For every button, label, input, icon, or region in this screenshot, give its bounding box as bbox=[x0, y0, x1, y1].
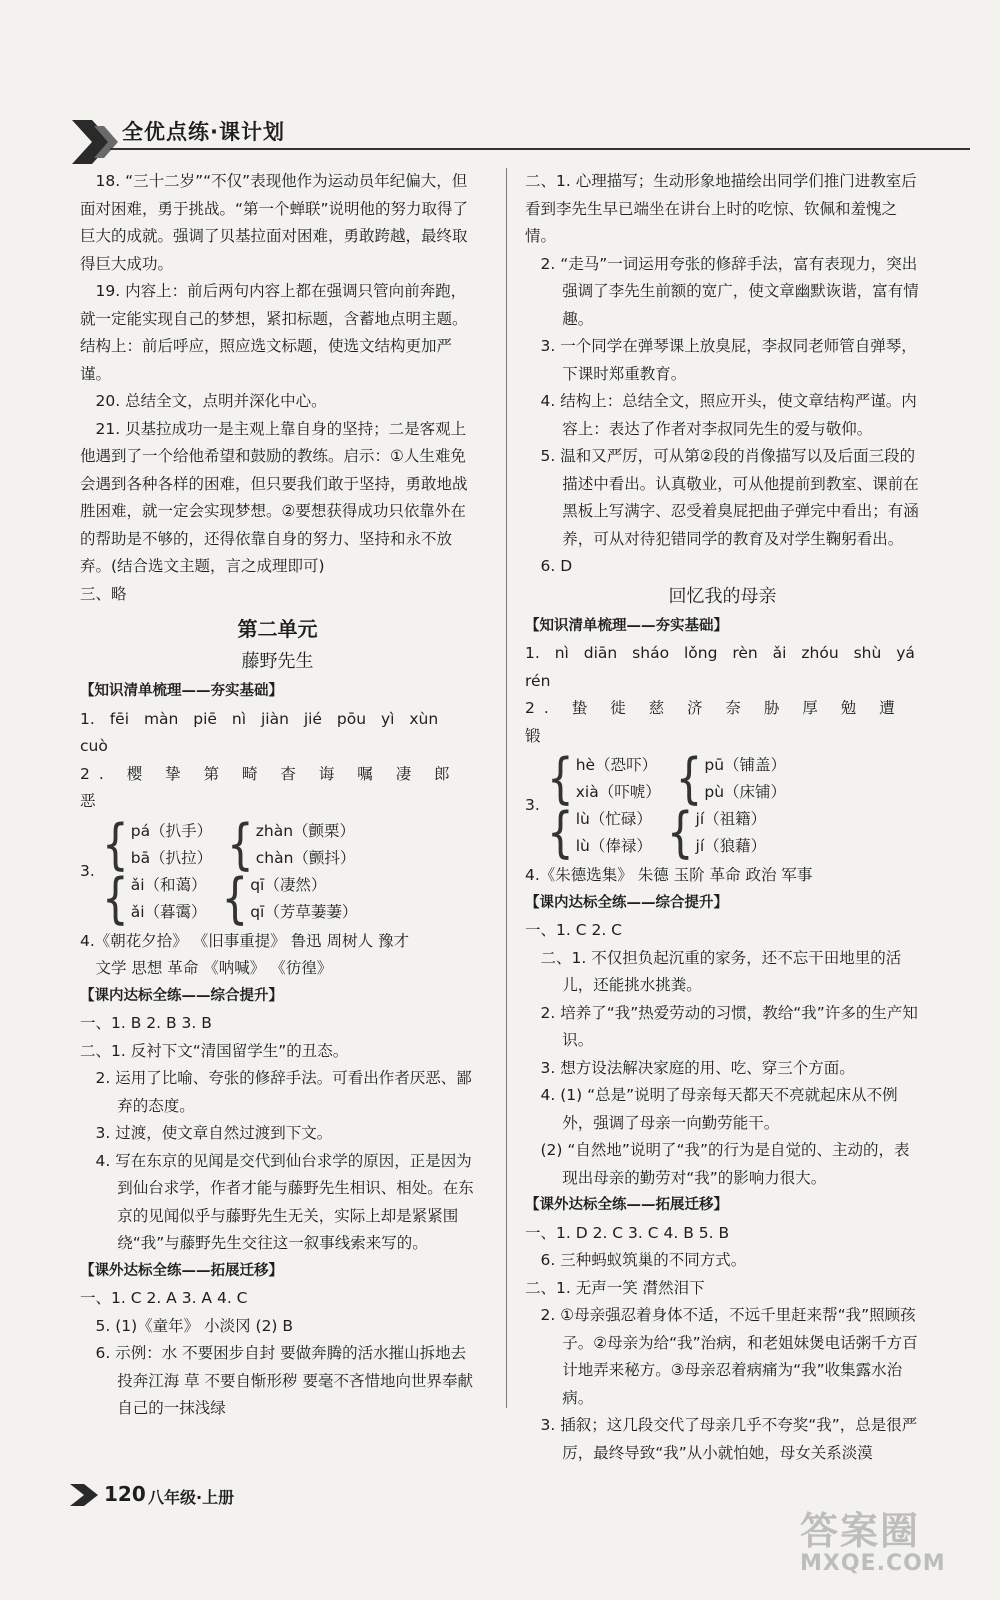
answer-2-3: 3. 想方设法解决家庭的用、吃、穿三个方面。 bbox=[540, 1058, 855, 1077]
brace-pair: { pū（铺盖） pù（床铺） bbox=[675, 746, 787, 811]
character-answers: 2. 樱 挚 第 畸 杳 诲 嘱 凄 郎 恶 bbox=[80, 764, 459, 810]
pinyin-entry: pū（铺盖） bbox=[704, 756, 787, 774]
polyphone-group bbox=[525, 746, 920, 865]
pinyin-answers: 1. fēi màn piē nì jiàn jié pōu yì xùn cuò bbox=[80, 709, 439, 755]
lesson-title: 藤野先生 bbox=[241, 651, 314, 672]
section-heading: 【课内达标全练——综合提升】 bbox=[80, 987, 283, 1004]
answer-6: 6. 示例：水 不要困步自封 要做奔腾的活水摧山拆地去投奔江海 草 不要自惭形秽 要毫不吝惜地向世界奉献自己的一抹浅绿 bbox=[95, 1344, 473, 1417]
header-rule bbox=[110, 148, 970, 150]
brace-pair: { lù（忙碌） lù（俸禄） bbox=[547, 800, 652, 865]
answer-w2-1: 二、1. 无声一笑 潸然泪下 bbox=[525, 1278, 705, 1297]
answer-2-3: 3. 过渡，使文章自然过渡到下文。 bbox=[95, 1124, 333, 1142]
brand-logo-icon bbox=[70, 112, 130, 172]
answer-k4: 4.《朱德选集》 朱德 玉阶 革命 政治 军事 bbox=[525, 866, 813, 884]
answer-w2-3: 3. 插叙；这几段交代了母亲几乎不夸奖“我”，总是很严厉，最终导致“我”从小就怕她，母女关系淡漠 bbox=[540, 1416, 918, 1462]
pinyin-entry: ǎi（和蔼） bbox=[130, 875, 207, 894]
section-three: 三、略 bbox=[80, 584, 127, 603]
page-footer bbox=[70, 1480, 470, 1520]
left-column bbox=[80, 168, 475, 1423]
pinyin-entry: ǎi（暮霭） bbox=[130, 902, 207, 921]
brace-pair: { jí（祖籍） jí（狼藉） bbox=[666, 800, 767, 865]
pinyin-entry: pá（扒手） bbox=[130, 821, 213, 840]
answer-2-2: 2. 运用了比喻、夸张的修辞手法。可看出作者厌恶、鄙弃的态度。 bbox=[95, 1069, 472, 1115]
brace-pair: { qī（凄然） qī（芳草萋萋） bbox=[221, 866, 358, 930]
watermark bbox=[800, 1500, 980, 1590]
brace-pair: { zhàn（颤栗） chàn（颤抖） bbox=[227, 812, 356, 876]
section-heading: 【知识清单梳理——夯实基础】 bbox=[80, 683, 283, 699]
watermark-url: MXQE.COM bbox=[800, 1551, 946, 1576]
section-heading: 【课外达标全练——拓展迁移】 bbox=[80, 1262, 283, 1279]
answer-21: 21. 贝基拉成功一是主观上靠自身的坚持；二是客观上他遇到了一个给他希望和鼓励的教练。启示：①人生难免会遇到各种各样的困难，但只要我们敢于坚持，勇敢地战胜困难，就一定会实现梦想。②要想获得成功只依靠外在的帮助是不够的，还得依靠自身的努力、坚持和永不放弃。(结合选文主题，言之成理即可) bbox=[80, 419, 468, 575]
pinyin-answers: 1. nì diān sháo lǒng rèn ǎi zhóu shù yá rén bbox=[525, 644, 915, 690]
pinyin-entry: qī（凄然） bbox=[250, 875, 327, 894]
page-number: 120 bbox=[104, 1482, 146, 1506]
answer-2-1: 二、1. 不仅担负起沉重的家务，还不忘干田地里的活儿，还能挑水挑粪。 bbox=[540, 948, 902, 994]
choice-answers: 一、1. C 2. A 3. A 4. C bbox=[80, 1289, 248, 1307]
item-number: 3. bbox=[80, 861, 95, 880]
polyphone-group bbox=[80, 812, 475, 930]
answer-r3: 3. 一个同学在弹琴课上放臭屁，李叔同老师管自弹琴，下课时郑重教育。 bbox=[540, 337, 917, 383]
pinyin-entry: jí（狼藉） bbox=[695, 837, 767, 855]
answer-2-4: 4. (1) “总是”说明了母亲每天都天不亮就起床从不例外，强调了母亲一向勤劳能干。 bbox=[540, 1086, 898, 1132]
pinyin-entry: zhàn（颤栗） bbox=[255, 821, 356, 840]
lesson-title: 回忆我的母亲 bbox=[668, 585, 777, 607]
answer-r2: 2. “走马”一词运用夸张的修辞手法，富有表现力，突出强调了李先生前额的宽广，使文章幽默诙谐，富有情趣。 bbox=[540, 254, 919, 328]
answer-k4-cont: 文学 思想 革命 《呐喊》 《彷徨》 bbox=[95, 959, 333, 977]
answer-r1: 二、1. 心理描写；生动形象地描绘出同学们推门进教室后看到李先生早已端坐在讲台上时的吃惊、钦佩和羞愧之情。 bbox=[525, 172, 917, 245]
answer-w2-2: 2. ①母亲强忍着身体不适，不远千里赶来帮“我”照顾孩子。②母亲为给“我”治病，和老姐妹煲电话粥千方百计地弄来秘方。③母亲忍着病痛为“我”收集露水治病。 bbox=[540, 1306, 918, 1407]
column-divider bbox=[506, 168, 507, 1408]
answer-20: 20. 总结全文，点明并深化中心。 bbox=[95, 392, 327, 410]
answer-5: 5. (1)《童年》 小淡冈 (2) B bbox=[95, 1316, 294, 1335]
answer-k4: 4.《朝花夕拾》 《旧事重提》 鲁迅 周树人 豫才 bbox=[80, 931, 409, 950]
pinyin-entry: bā（扒拉） bbox=[130, 848, 213, 867]
watermark-text: 答案圈 bbox=[800, 1509, 921, 1553]
footer-arrow-icon bbox=[70, 1480, 106, 1510]
answer-r5: 5. 温和又严厉，可从第②段的肖像描写以及后面三段的描述中看出。认真敬业，可从他提前到教室、课前在黑板上写满字、忍受着臭屁把曲子弹完中看出；有涵养，可从对待犯错同学的教育及对学生鞠躬看出。 bbox=[540, 447, 919, 548]
answer-6: 6. 三种蚂蚁筑巢的不同方式。 bbox=[540, 1251, 747, 1269]
pinyin-entry: pù（床铺） bbox=[704, 783, 787, 801]
choice-answers: 一、1. B 2. B 3. B bbox=[80, 1014, 212, 1032]
choice-answers: 一、1. C 2. C bbox=[525, 921, 623, 939]
pinyin-entry: chàn（颤抖） bbox=[255, 848, 356, 867]
brace-pair: { ǎi（和蔼） ǎi（暮霭） bbox=[102, 866, 207, 930]
choice-answers: 一、1. D 2. C 3. C 4. B 5. B bbox=[525, 1223, 730, 1242]
pinyin-entry: lù（俸禄） bbox=[575, 837, 652, 855]
brace-pair: { hè（恐吓） xià（吓唬） bbox=[547, 746, 661, 811]
answer-2-4: 4. 写在东京的见闻是交代到仙台求学的原因，正是因为到仙台求学，作者才能与藤野先生相识、相处。在东京的见闻似乎与藤野先生无关，实际上却是紧紧围绕“我”与藤野先生交往这一叙事线索来写的。 bbox=[95, 1151, 474, 1252]
pinyin-entry: lù（忙碌） bbox=[575, 810, 652, 828]
answer-2-1: 二、1. 反衬下文“清国留学生”的丑态。 bbox=[80, 1041, 349, 1060]
answer-r4: 4. 结构上：总结全文，照应开头，使文章结构严谨。内容上：表达了作者对李叔同先生的爱与敬仰。 bbox=[540, 392, 917, 438]
answer-r6: 6. D bbox=[540, 557, 573, 575]
answer-2-4b: (2) “自然地”说明了“我”的行为是自觉的、主动的，表现出母亲的勤劳对“我”的影响力很大。 bbox=[540, 1141, 910, 1187]
answer-18: 18. “三十二岁”“不仅”表现他作为运动员年纪偏大，但面对困难，勇于挑战。“第一个蝉联”说明他的努力取得了巨大的成就。强调了贝基拉面对困难，勇敢跨越，最终取得巨大成功。 bbox=[80, 172, 469, 273]
brace-pair: { pá（扒手） bā（扒拉） bbox=[102, 812, 213, 876]
item-number: 3. bbox=[525, 796, 540, 815]
page-header bbox=[70, 112, 970, 172]
answer-19: 19. 内容上：前后两句内容上都在强调只管向前奔跑，就一定能实现自己的梦想，紧扣标题，含蓄地点明主题。结构上：前后呼应，照应选文标题，使选文结构更加严谨。 bbox=[80, 282, 468, 383]
answer-2-2: 2. 培养了“我”热爱劳动的习惯，教给“我”许多的生产知识。 bbox=[540, 1003, 918, 1049]
pinyin-entry: jí（祖籍） bbox=[695, 810, 767, 828]
section-heading: 【知识清单梳理——夯实基础】 bbox=[525, 617, 728, 634]
section-heading: 【课内达标全练——综合提升】 bbox=[525, 894, 728, 911]
character-answers: 2. 蛰 徙 慈 济 奈 胁 厚 勉 遭 锻 bbox=[525, 699, 904, 745]
pinyin-entry: qī（芳草萋萋） bbox=[250, 902, 358, 921]
pinyin-entry: xià（吓唬） bbox=[575, 783, 661, 801]
unit-title: 第二单元 bbox=[237, 617, 318, 641]
section-heading: 【课外达标全练——拓展迁移】 bbox=[525, 1197, 728, 1213]
grade-label: 八年级·上册 bbox=[148, 1488, 235, 1507]
right-column bbox=[525, 168, 920, 1467]
book-title: 全优点练·课计划 bbox=[122, 120, 285, 144]
pinyin-entry: hè（恐吓） bbox=[575, 756, 658, 774]
